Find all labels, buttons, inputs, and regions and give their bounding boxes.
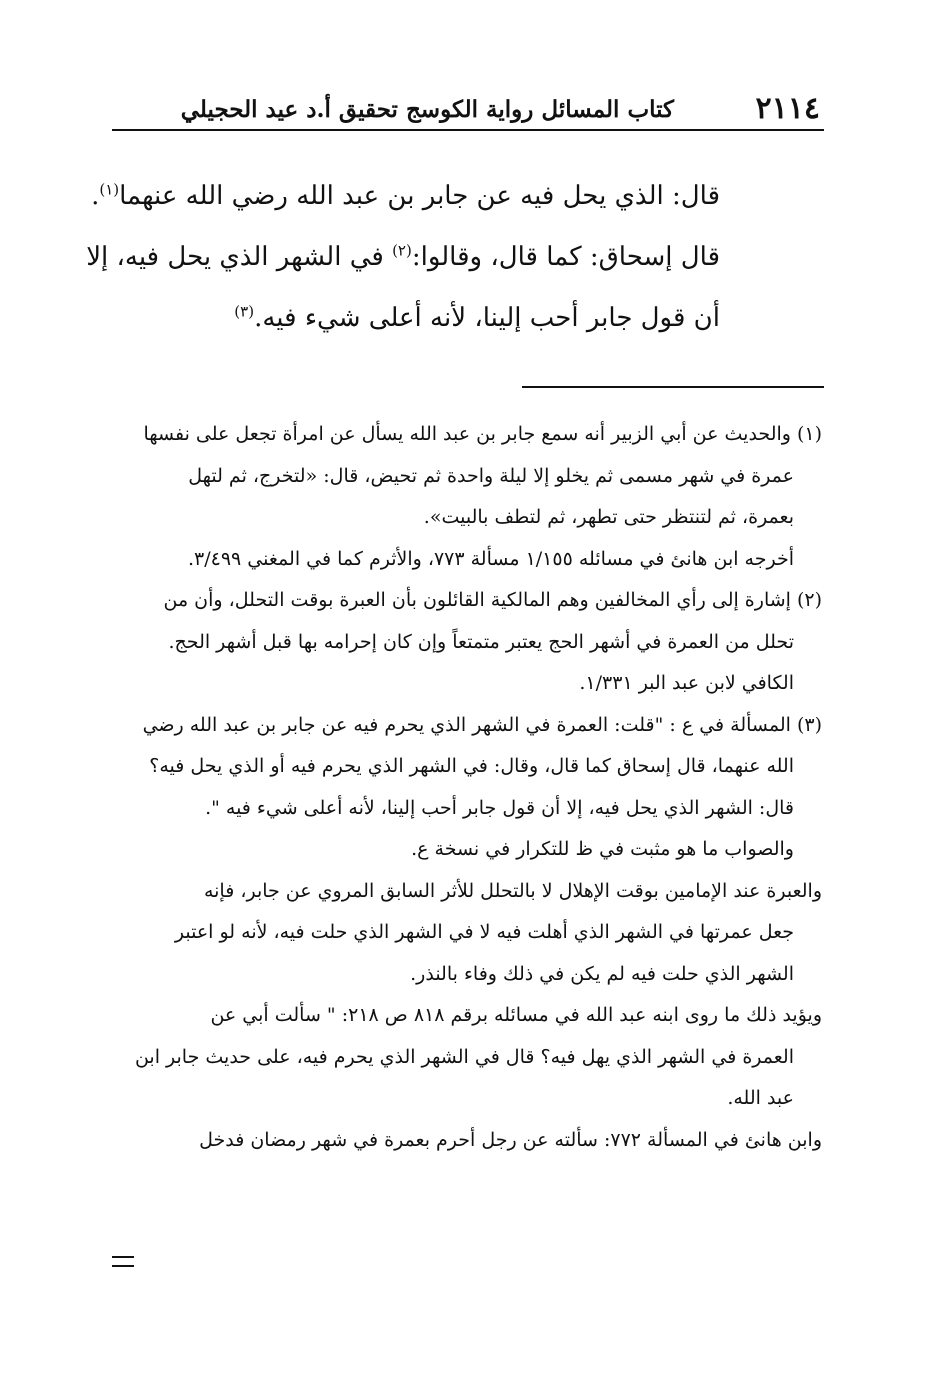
footnote-3-line: عبد الله. xyxy=(727,1087,794,1109)
main-line-3 xyxy=(112,288,720,349)
main-line-1 xyxy=(91,166,720,227)
footnote-3-line: جعل عمرتها في الشهر الذي أهلت فيه لا في الشهر الذي حلت فيه، لأنه لو اعتبر xyxy=(174,921,794,943)
footnote-1-line: بعمرة، ثم لتنتظر حتى تطهر، ثم لتطف بالبيت». xyxy=(423,506,794,528)
footnote-3-line: والعبرة عند الإمامين بوقت الإهلال لا بالتحلل للأثر السابق المروي عن جابر، فإنه xyxy=(203,879,822,902)
footnote-3-line: قال: الشهر الذي يحل فيه، إلا أن قول جابر أحب إلينا، لأنه أعلى شيء فيه ". xyxy=(205,796,794,819)
footnote-1-line: أخرجه ابن هانئ في مسائله ١/١٥٥ مسألة ٧٧٣، والأثرم كما في المغني ٣/٤٩٩. xyxy=(187,547,794,570)
continuation-mark xyxy=(112,1256,134,1267)
footnote-ref-2[interactable]: (٢) xyxy=(392,241,412,260)
page-number: ٢١١٤ xyxy=(755,91,820,126)
running-header xyxy=(112,92,824,126)
footnote-2-number: (٢) xyxy=(796,589,822,611)
footnote-3-line: وابن هانئ في المسألة ٧٧٢: سألته عن رجل أحرم بعمرة في شهر رمضان فدخل xyxy=(199,1128,822,1151)
main-line-1-text: قال: الذي يحل فيه عن جابر بن عبد الله رضي الله عنهما xyxy=(119,181,720,211)
footnote-3-line xyxy=(110,705,822,747)
footnote-separator xyxy=(522,386,824,388)
main-text xyxy=(86,166,720,349)
footnote-3-number: (٣) xyxy=(796,713,822,736)
footnote-2-line: الكافي لابن عبد البر ١/٣٣١. xyxy=(579,672,794,694)
footnote-3-text: المسألة في ع : "قلت: العمرة في الشهر الذي يحرم فيه عن جابر بن عبد الله رضي xyxy=(142,713,791,736)
footnote-3-line: ويؤيد ذلك ما روى ابنه عبد الله في مسائله برقم ٨١٨ ص ٢١٨: " سألت أبي عن xyxy=(210,1004,822,1026)
footnote-3-line: الله عنهما، قال إسحاق كما قال، وقال: في الشهر الذي يحرم فيه أو الذي يحل فيه؟ xyxy=(149,755,794,777)
footnote-3-line: العمرة في الشهر الذي يهل فيه؟ قال في الشهر الذي يحرم فيه، على حديث جابر ابن xyxy=(134,1045,794,1068)
footnote-3-line: والصواب ما هو مثبت في ظ للتكرار في نسخة ع. xyxy=(411,838,794,860)
main-line-2-text: في الشهر الذي يحل فيه، إلا xyxy=(86,242,393,272)
footnote-ref-1[interactable]: (١) xyxy=(99,180,120,199)
footnote-1-line xyxy=(110,414,822,456)
book-title: كتاب المسائل رواية الكوسج تحقيق أ.د عيد الحجيلي xyxy=(180,96,674,123)
main-line-2 xyxy=(86,227,720,288)
footnote-1-text: والحديث عن أبي الزبير أنه سمع جابر بن عبد الله يسأل عن امرأة تجعل على نفسها xyxy=(143,423,791,445)
footnote-1-number: (١) xyxy=(796,423,822,445)
footnote-2-line xyxy=(110,580,822,622)
footnote-2-line: تحلل من العمرة في أشهر الحج يعتبر متمتعاً وإن كان إحرامه بها قبل أشهر الحج. xyxy=(168,630,794,653)
main-line-3-text: أن قول جابر أحب إلينا، لأنه أعلى شيء فيه. xyxy=(254,303,720,333)
footnote-1-line: عمرة في شهر مسمى ثم يخلو إلا ليلة واحدة ثم تحيض، قال: «لتخرج، ثم لتهل xyxy=(188,464,794,487)
header-divider xyxy=(112,129,824,131)
footnote-2-text: إشارة إلى رأي المخالفين وهم المالكية القائلون بأن العبرة بوقت التحلل، وأن من xyxy=(163,589,791,611)
footnote-ref-3[interactable]: (٣) xyxy=(234,302,255,321)
main-line-1-end: . xyxy=(91,181,100,211)
footnote-3-line: الشهر الذي حلت فيه لم يكن في ذلك وفاء بالنذر. xyxy=(410,962,794,985)
footnotes xyxy=(110,414,822,1161)
main-line-2-start: قال إسحاق: كما قال، وقالوا: xyxy=(411,242,720,272)
